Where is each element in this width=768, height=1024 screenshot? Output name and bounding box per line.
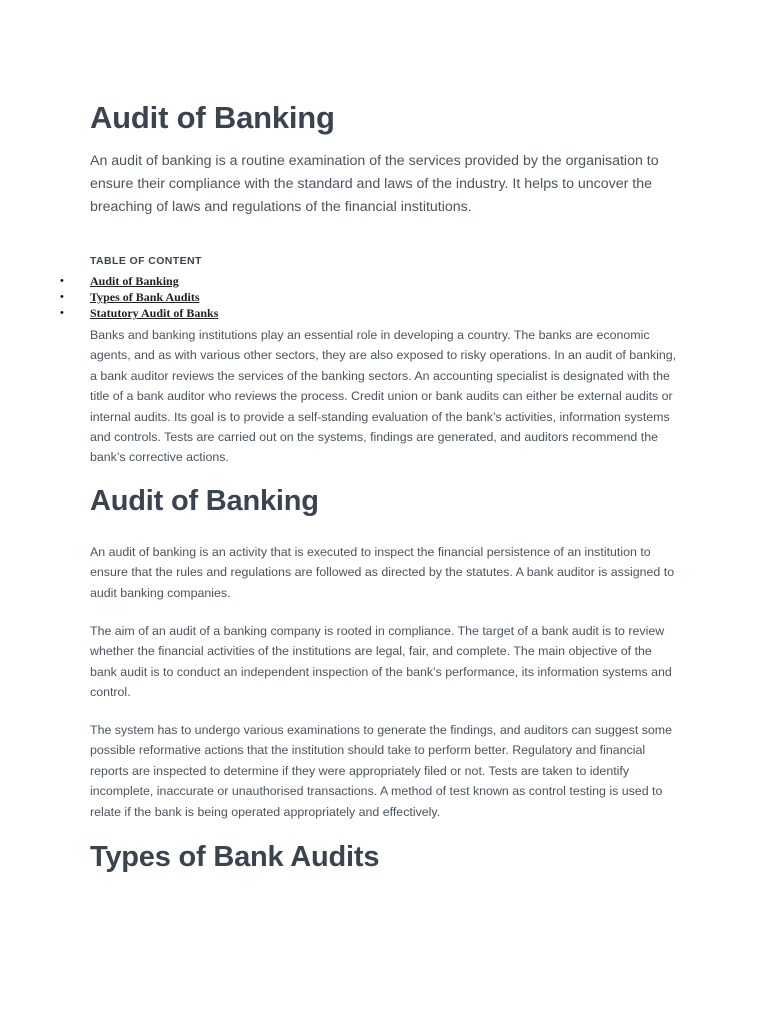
page-title: Audit of Banking bbox=[90, 100, 335, 135]
toc-item-audit-of-banking bbox=[60, 273, 218, 289]
section-heading-types-of-bank-audits: Types of Bank Audits bbox=[90, 841, 380, 873]
intro-paragraph: An audit of banking is a routine examination of the services provided by the organisation to ensure their compliance with the standard and laws of the industry. It helps to uncover the breaching of laws and regulations of the financial institutions. bbox=[90, 153, 659, 215]
table-of-contents bbox=[60, 273, 218, 321]
body-paragraph: Banks and banking institutions play an essential role in developing a country. The banks are economic agents, and as with various other sectors, they are also exposed to risky operations. In an audit of banking, a bank auditor reviews the services of the banking sectors. An accounting specialist is designated with the title of a bank auditor who reviews the process. Credit union or bank audits can either be external audits or internal audits. Its goal is to provide a self-standing evaluation of the bank’s activities, information systems and controls. Tests are carried out on the systems, findings are generated, and auditors recommend the bank’s corrective actions. bbox=[90, 328, 677, 465]
bullet-icon: • bbox=[60, 307, 64, 319]
bullet-icon: • bbox=[60, 291, 64, 303]
body-paragraph: The aim of an audit of a banking company is rooted in compliance. The target of a bank audit is to review whether the financial activities of the institutions are legal, fair, and complete. The main objective of the bank audit is to conduct an independent inspection of the bank’s performance, its information systems and control. bbox=[90, 624, 672, 700]
toc-link-types-of-bank-audits[interactable]: Types of Bank Audits bbox=[90, 290, 200, 304]
toc-link-audit-of-banking[interactable]: Audit of Banking bbox=[90, 274, 179, 288]
toc-item-statutory-audit-of-banks bbox=[60, 305, 218, 321]
toc-link-statutory-audit-of-banks[interactable]: Statutory Audit of Banks bbox=[90, 306, 219, 320]
body-paragraph: The system has to undergo various examinations to generate the findings, and auditors can suggest some possible reformative actions that the institution should take to perform better. Regulatory and financial reports are inspected to determine if they were appropriately filed or not. Tests are taken to identify incomplete, inaccurate or unauthorised transactions. A method of test known as control testing is used to relate if the bank is being operated appropriately and effectively. bbox=[90, 723, 673, 819]
bullet-icon: • bbox=[60, 275, 64, 287]
toc-item-types-of-bank-audits bbox=[60, 289, 218, 305]
section-heading-audit-of-banking: Audit of Banking bbox=[90, 485, 319, 517]
body-paragraph: An audit of banking is an activity that is executed to inspect the financial persistence of an institution to ensure that the rules and regulations are followed as directed by the statutes. A bank auditor is assigned to audit banking companies. bbox=[90, 545, 675, 600]
toc-heading: TABLE OF CONTENT bbox=[90, 255, 202, 267]
